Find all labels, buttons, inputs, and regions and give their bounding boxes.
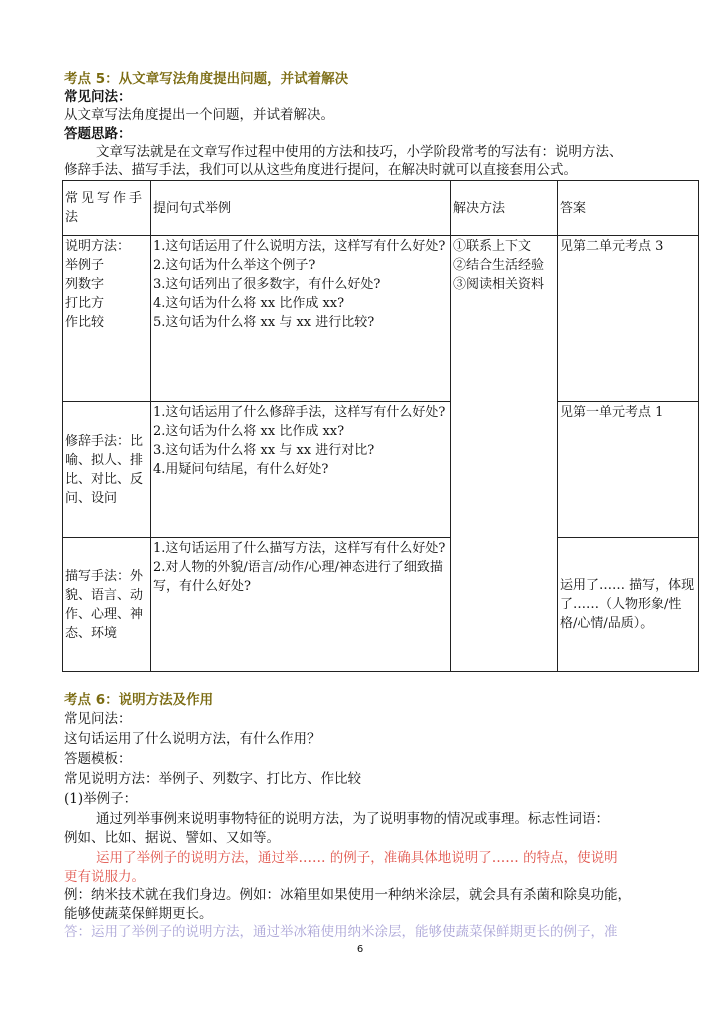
type-cell	[63, 236, 151, 402]
writing-methods-table	[62, 180, 699, 672]
type-line: 说明方法：	[65, 239, 131, 254]
section5-title: 考点 5：从文章写法角度提出问题，并试着解决	[64, 71, 349, 87]
question-line: 4.这句话为什么将 xx 比作成 xx?	[153, 296, 345, 311]
section5-approach-line1: 文章写法就是在文章写作过程中使用的方法和技巧，小学阶段常考的写法有：说明方法、	[96, 144, 623, 160]
section6-template-line1: 运用了举例子的说明方法，通过举…… 的例子，准确具体地说明了…… 的特点，使说明	[96, 850, 618, 866]
question-line: 1.这句话运用了什么修辞手法，这样写有什么好处?	[153, 405, 446, 420]
answer-cell: 见第二单元考点 3	[558, 236, 699, 402]
question-cell	[151, 402, 451, 538]
type-line: 举例子	[65, 258, 105, 273]
method-cell	[451, 236, 558, 672]
question-cell	[151, 236, 451, 402]
section6-common-q-label: 常见问法：	[64, 711, 132, 727]
page-number: 6	[356, 944, 364, 955]
type-line: 打比方	[65, 296, 105, 311]
section6-methods-line: 常见说明方法：举例子、列数字、打比方、作比较	[64, 771, 361, 787]
section6-template-label: 答题模板：	[64, 751, 132, 767]
method-line: ②结合生活经验	[453, 258, 545, 273]
section6-item1-label: (1)举例子：	[64, 791, 138, 807]
question-line: 5.这句话为什么将 xx 与 xx 进行比较?	[153, 315, 375, 330]
table-header-row	[63, 181, 699, 236]
section5-common-q-label: 常见问法：	[64, 89, 132, 105]
answer-cell: 运用了…… 描写，体现了……（人物形象/性格/心情/品质）。	[558, 538, 699, 672]
section6-item1-def2: 例如、比如、据说、譬如、又如等。	[64, 830, 280, 846]
question-line: 1.这句话运用了什么说明方法，这样写有什么好处?	[153, 239, 446, 254]
table-header-cell: 解决方法	[451, 181, 558, 236]
question-cell	[151, 538, 451, 672]
table-row	[63, 236, 699, 402]
table-header-cell: 提问句式举例	[151, 181, 451, 236]
method-line: ③阅读相关资料	[453, 277, 545, 292]
table-row	[63, 538, 699, 672]
question-line: 3.这句话为什么将 xx 与 xx 进行对比?	[153, 443, 375, 458]
section6-item1-def1: 通过列举事例来说明事物特征的说明方法，为了说明事物的情况或事理。标志性词语：	[96, 811, 609, 827]
section6-example-line1: 例：纳米技术就在我们身边。例如：冰箱里如果使用一种纳米涂层，就会具有杀菌和除臭功能，	[64, 887, 631, 903]
table-row	[63, 402, 699, 538]
answer-cell: 见第一单元考点 1	[558, 402, 699, 538]
section6-common-q-text: 这句话运用了什么说明方法，有什么作用？	[64, 731, 321, 747]
section5-approach-label: 答题思路：	[64, 126, 132, 142]
question-line: 2.这句话为什么将 xx 比作成 xx?	[153, 424, 345, 439]
question-line: 2.这句话为什么举这个例子?	[153, 258, 316, 273]
type-line: 作比较	[65, 315, 105, 330]
section6-example-line2: 能够使蔬菜保鲜期更长。	[64, 906, 213, 922]
section6-answer-line: 答：运用了举例子的说明方法，通过举冰箱使用纳米涂层，能够使蔬菜保鲜期更长的例子，准	[64, 924, 618, 940]
section5-approach-line2: 修辞手法、描写手法，我们可以从这些角度进行提问，在解决时就可以直接套用公式。	[64, 162, 577, 178]
question-line: 4.用疑问句结尾，有什么好处?	[153, 462, 329, 477]
method-line: ①联系上下文	[453, 239, 532, 254]
type-line: 列数字	[65, 277, 105, 292]
type-cell: 描写手法：外貌、语言、动作、心理、神态、环境	[63, 538, 151, 672]
section6-template-line2: 更有说服力。	[64, 869, 145, 885]
section5-common-q-text: 从文章写法角度提出一个问题，并试着解决。	[64, 107, 334, 123]
question-line: 1.这句话运用了什么描写方法，这样写有什么好处?	[153, 541, 446, 556]
section6-title: 考点 6：说明方法及作用	[64, 692, 214, 708]
question-line: 3.这句话列出了很多数字，有什么好处?	[153, 277, 381, 292]
table-header-cell: 常见写作手法	[63, 181, 151, 236]
question-line: 2.对人物的外貌/语言/动作/心理/神态进行了细致描写，有什么好处?	[153, 560, 443, 594]
type-cell: 修辞手法：比喻、拟人、排比、对比、反问、设问	[63, 402, 151, 538]
table-header-cell: 答案	[558, 181, 699, 236]
